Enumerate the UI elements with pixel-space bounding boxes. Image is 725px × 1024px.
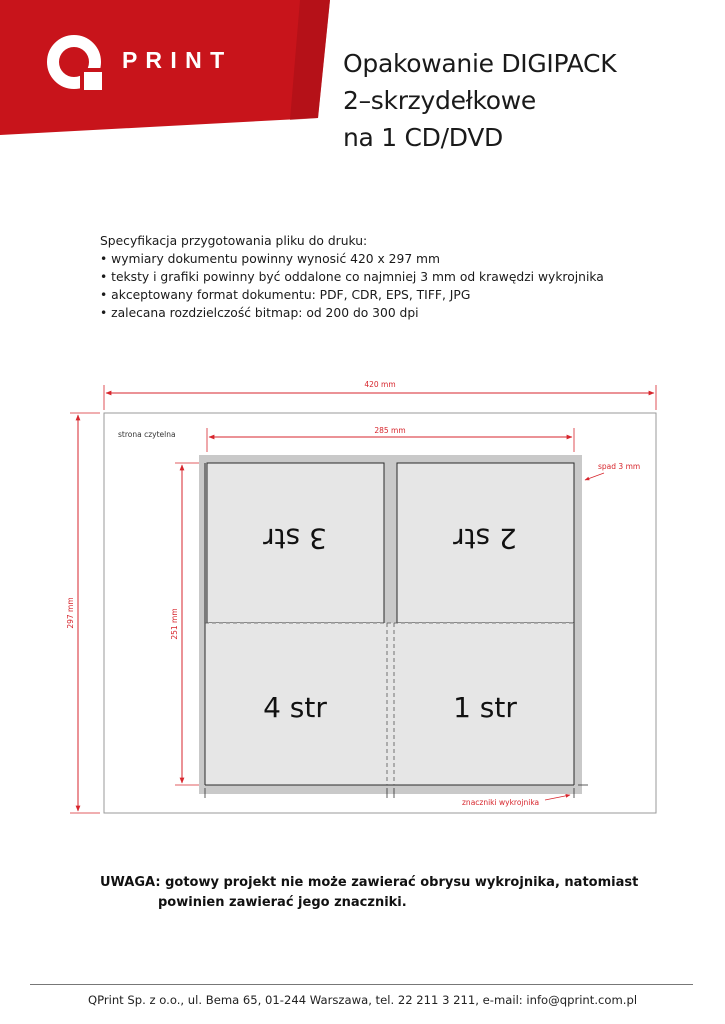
bleed-label: spad 3 mm xyxy=(598,462,641,471)
panel-2-label: 2 str xyxy=(453,522,517,555)
spec-item: • zalecana rozdzielczość bitmap: od 200 do 300 dpi xyxy=(100,306,419,320)
cut-marks-label: znaczniki wykrojnika xyxy=(462,798,540,807)
inner-height-label: 251 mm xyxy=(170,608,179,640)
footer-contact: QPrint Sp. z o.o., ul. Bema 65, 01-244 Warszawa, tel. 22 211 3 211, e-mail: info@qprint.com.pl xyxy=(87,993,638,1007)
panel-bottom xyxy=(205,623,574,785)
spec-item: • teksty i grafiki powinny być oddalone co najmniej 3 mm od krawędzi wykrojnika xyxy=(100,270,604,284)
spec-item: • wymiary dokumentu powinny wynosić 420 x 297 mm xyxy=(100,252,441,266)
title-line-3: na 1 CD/DVD xyxy=(343,123,503,152)
spec-item: • akceptowany format dokumentu: PDF, CDR, EPS, TIFF, JPG xyxy=(100,288,471,302)
readable-side-label: strona czytelna xyxy=(118,430,176,439)
panel-4-label: 4 str xyxy=(263,691,327,724)
logo-wordmark: P R I N T xyxy=(122,47,226,73)
warning-note xyxy=(100,873,638,913)
width-label: 420 mm xyxy=(364,380,396,389)
inner-width-label: 285 mm xyxy=(374,426,406,435)
warning-prefix: UWAGA: xyxy=(100,875,161,890)
title-line-2: 2–skrzydełkowe xyxy=(343,86,536,115)
height-label: 297 mm xyxy=(66,597,75,629)
footer-divider xyxy=(30,984,693,985)
panel-1-label: 1 str xyxy=(453,691,517,724)
panel-3-label: 3 str xyxy=(263,522,327,555)
spec-heading: Specyfikacja przygotowania pliku do druku: xyxy=(100,234,368,248)
warning-line-1: gotowy projekt nie może zawierać obrysu wykrojnika, natomiast xyxy=(165,875,639,890)
warning-line-2: powinien zawierać jego znaczniki. xyxy=(158,895,407,910)
title-line-1: Opakowanie DIGIPACK xyxy=(343,49,617,78)
